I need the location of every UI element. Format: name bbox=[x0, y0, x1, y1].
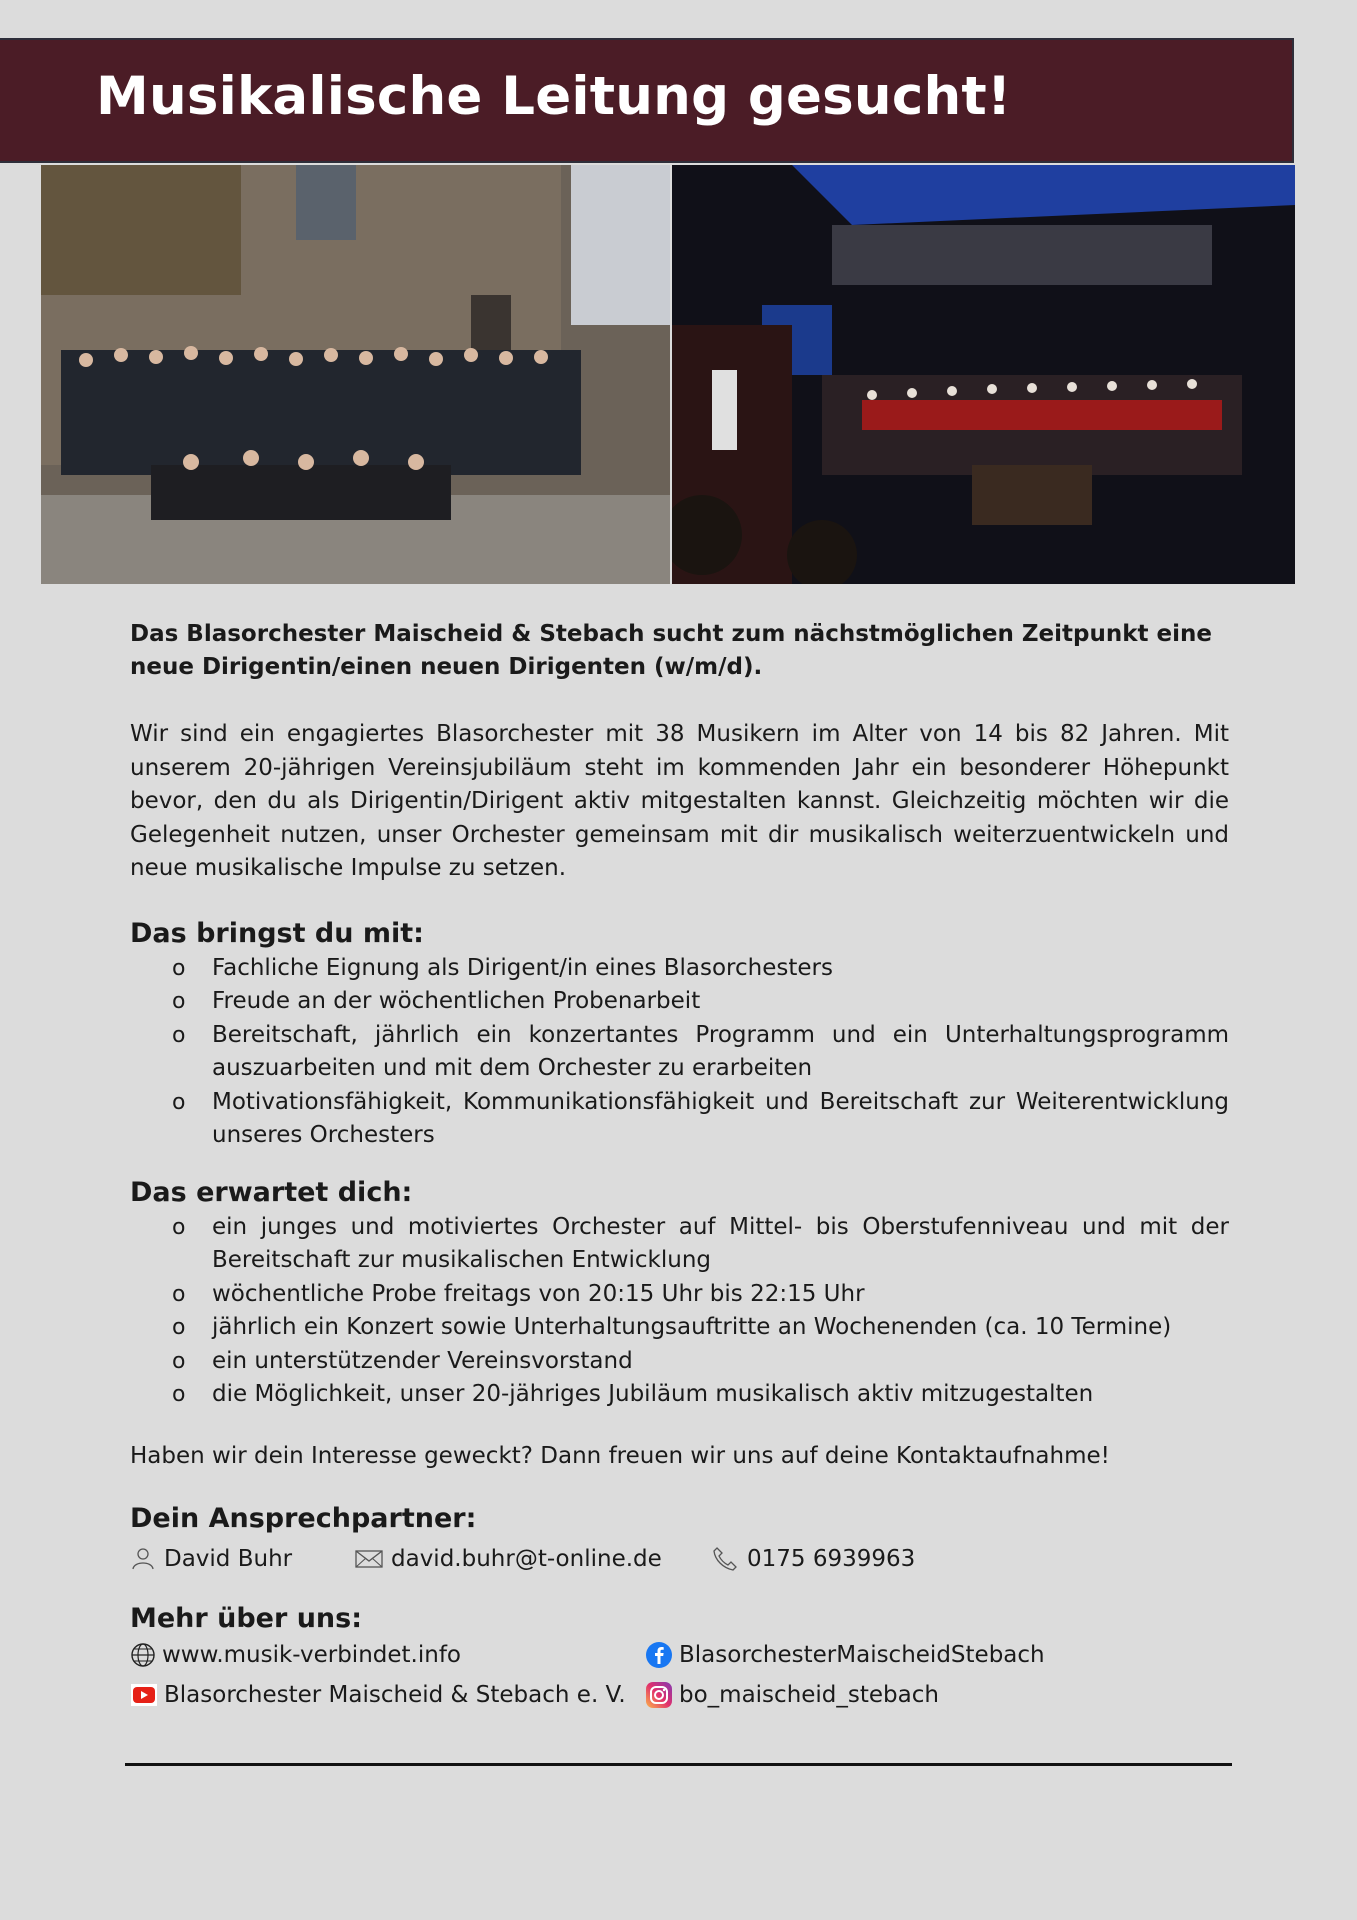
section-heading: Das erwartet dich: bbox=[130, 1176, 413, 1208]
bullet-circle: o bbox=[172, 1348, 186, 1374]
bullet-circle: o bbox=[172, 955, 186, 981]
closing-text: Haben wir dein Interesse geweckt? Dann freuen wir uns auf deine Kontaktaufnahme! bbox=[130, 1442, 1110, 1469]
contact-name: David Buhr bbox=[130, 1546, 355, 1572]
section-heading: Das bringst du mit: bbox=[130, 917, 424, 949]
facebook-icon bbox=[645, 1641, 673, 1669]
bullet-circle: o bbox=[172, 1315, 186, 1340]
instagram-icon bbox=[645, 1681, 673, 1709]
list-item: o wöchentliche Probe freitags von 20:15 Uhr bis 22:15 Uhr bbox=[130, 1278, 1229, 1312]
website-link[interactable]: www.musik-verbindet.info bbox=[130, 1637, 645, 1673]
list-item: o jährlich ein Konzert sowie Unterhaltungsauftritte an Wochenenden (ca. 10 Termine) bbox=[130, 1311, 1229, 1345]
person-icon bbox=[130, 1546, 156, 1572]
page-title: Musikalische Leitung gesucht! bbox=[96, 66, 1012, 127]
bullet-circle: o bbox=[172, 1214, 186, 1240]
lead-text: Das Blasorchester Maischeid & Stebach sucht zum nächstmöglichen Zeitpunkt eine neue Dirigentin/einen neuen Dirigenten (w/m/d). bbox=[130, 621, 1212, 680]
bottom-divider bbox=[125, 1763, 1232, 1766]
title-banner bbox=[0, 38, 1294, 163]
phone-icon bbox=[711, 1546, 739, 1572]
globe-icon bbox=[130, 1642, 156, 1668]
bullet-circle: o bbox=[172, 1382, 186, 1407]
offer-list bbox=[130, 1211, 1229, 1412]
bullet-circle: o bbox=[172, 989, 186, 1014]
list-item: o ein junges und motiviertes Orchester auf Mittel- bis Oberstufenniveau und mit der Bereitschaft zur musikalischen Entwicklung bbox=[130, 1211, 1229, 1278]
intro-paragraph: Wir sind ein engagiertes Blasorchester mit 38 Musikern im Alter von 14 bis 82 Jahren. Mit unserem 20-jährigen Vereinsjubiläum steht im kommenden Jahr ein besonderer Höhepunkt bevor, den du als Dirigentin/Dirigent aktiv mitgestalten kannst. Gleichzeitig möchten wir die Gelegenheit nutzen, unser Orchester gemeinsam mit dir musikalisch weiterzuentwickeln und neue musikalische Impulse zu setzen. bbox=[130, 721, 1229, 881]
more-heading: Mehr über uns: bbox=[130, 1602, 363, 1634]
bullet-circle: o bbox=[172, 1089, 186, 1115]
section-offer bbox=[130, 1175, 1229, 1412]
group-photo bbox=[41, 165, 670, 584]
contact-section bbox=[130, 1501, 1229, 1579]
photo-strip bbox=[41, 165, 1295, 584]
list-item: o ein unterstützender Vereinsvorstand bbox=[130, 1345, 1229, 1379]
list-item: o die Möglichkeit, unser 20-jähriges Jubiläum musikalisch aktiv mitzugestalten bbox=[130, 1378, 1229, 1412]
youtube-link[interactable]: Blasorchester Maischeid & Stebach e. V. bbox=[130, 1677, 645, 1713]
contact-phone[interactable]: 0175 6939963 bbox=[711, 1546, 915, 1572]
contact-email[interactable]: david.buhr@t-online.de bbox=[355, 1546, 711, 1572]
list-item: o Fachliche Eignung als Dirigent/in eines Blasorchesters bbox=[130, 952, 1229, 986]
contact-row bbox=[130, 1539, 1229, 1579]
requirements-list bbox=[130, 952, 1229, 1153]
youtube-icon bbox=[130, 1683, 158, 1707]
content bbox=[130, 618, 1229, 1713]
contact-heading: Dein Ansprechpartner: bbox=[130, 1502, 477, 1534]
bullet-circle: o bbox=[172, 1281, 186, 1307]
more-section bbox=[130, 1601, 1229, 1713]
social-links bbox=[130, 1637, 1229, 1713]
facebook-link[interactable]: BlasorchesterMaischeidStebach bbox=[645, 1637, 1145, 1673]
envelope-icon bbox=[355, 1548, 383, 1570]
bullet-circle: o bbox=[172, 1022, 186, 1048]
concert-photo bbox=[672, 165, 1295, 584]
instagram-link[interactable]: bo_maischeid_stebach bbox=[645, 1677, 1145, 1713]
list-item: o Freude an der wöchentlichen Probenarbeit bbox=[130, 985, 1229, 1019]
list-item: o Bereitschaft, jährlich ein konzertantes Programm und ein Unterhaltungsprogramm auszuarbeiten und mit dem Orchester zu erarbeiten bbox=[130, 1019, 1229, 1086]
list-item: o Motivationsfähigkeit, Kommunikationsfähigkeit und Bereitschaft zur Weiterentwicklung unseres Orchesters bbox=[130, 1086, 1229, 1153]
section-requirements bbox=[130, 916, 1229, 1153]
